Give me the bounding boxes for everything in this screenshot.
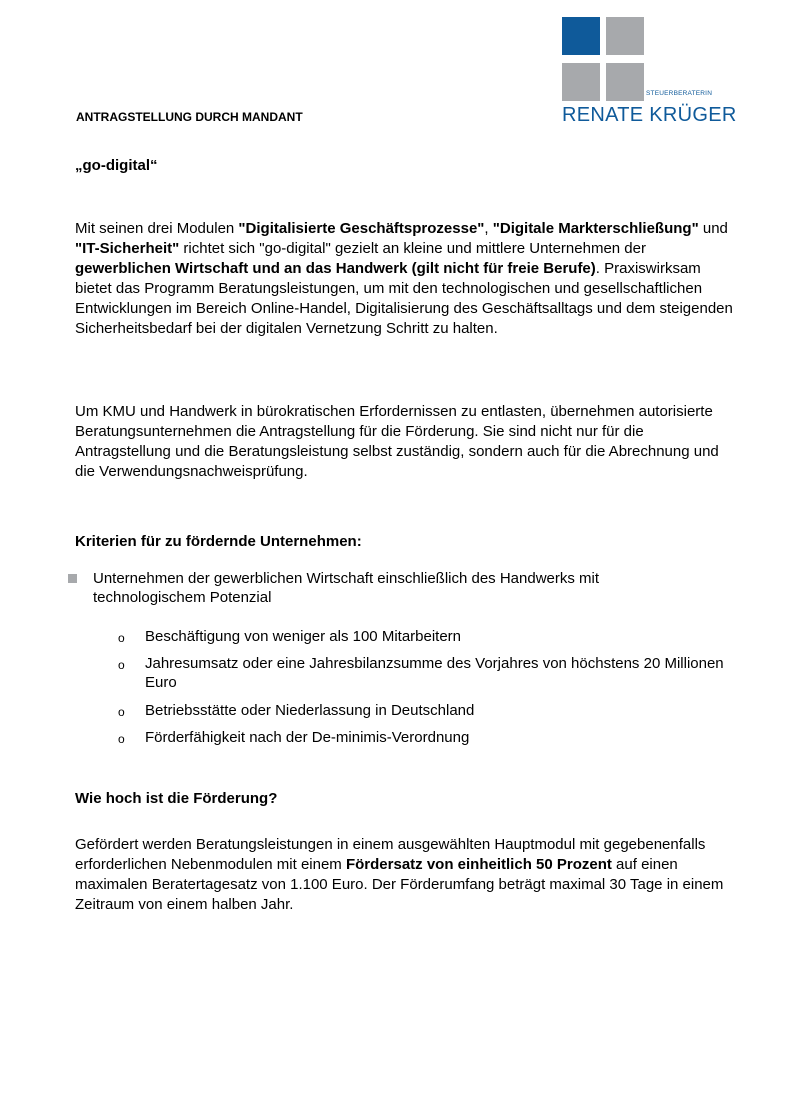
criteria-sub-item-text: Förderfähigkeit nach der De-minimis-Verordnung: [145, 729, 470, 746]
circle-bullet-icon: o: [118, 705, 125, 719]
logo-square-blue: [562, 17, 600, 55]
criteria-main-item: Unternehmen der gewerblichen Wirtschaft einschließlich des Handwerks mit technologischem Potenzial: [93, 570, 600, 606]
logo-square-gray: [606, 17, 644, 55]
intro-bold-target: gewerblichen Wirtschaft und an das Handwerk (gilt nicht für freie Berufe): [75, 260, 596, 277]
funding-paragraph: [75, 835, 735, 915]
program-subtitle: „go-digital“: [75, 157, 158, 174]
logo-subtitle: STEUERBERATERIN: [646, 90, 713, 97]
kmu-paragraph: Um KMU und Handwerk in bürokratischen Erfordernissen zu entlasten, übernehmen autorisierte Beratungsunternehmen die Antragstellung für die Förderung. Sie sind nicht nur für die Antragstellung und die Beratungsleistung selbst zuständig, sondern auch für die Abrechnung und die Verwendungsnachweisprüfung.: [75, 403, 719, 480]
criteria-heading: Kriterien für zu fördernde Unternehmen:: [75, 533, 362, 550]
funding-text: Gefördert werden Beratungsleistungen in einem ausgewählten Hauptmodul mit gegebenenfalls erforderlichen Nebenmodulen mit einem: [75, 836, 706, 873]
funding-bold-rate: Fördersatz von einheitlich 50 Prozent: [345, 856, 612, 873]
intro-bold-module-3: "IT-Sicherheit": [75, 240, 180, 257]
circle-bullet-icon: o: [118, 732, 125, 746]
circle-bullet-icon: o: [118, 658, 125, 672]
circle-bullet-icon: o: [118, 631, 125, 645]
intro-text: ,: [484, 220, 493, 237]
funding-text: auf einen maximalen Beratertagesatz von 1.100 Euro. Der Förderumfang beträgt maximal 30 Tage in einem Zeitraum von einem halben Jahr.: [75, 856, 724, 913]
criteria-sub-item-text: Betriebsstätte oder Niederlassung in Deutschland: [145, 702, 475, 719]
intro-text: Mit seinen drei Modulen: [75, 220, 239, 237]
logo-name: RENATE KRÜGER: [562, 104, 737, 126]
intro-text: richtet sich "go-digital" gezielt an kleine und mittlere Unternehmen der: [179, 240, 646, 257]
square-bullet-icon: [68, 574, 77, 583]
criteria-sub-item-text: Jahresumsatz oder eine Jahresbilanzsumme des Vorjahres von höchstens 20 Millionen Euro: [145, 655, 724, 691]
intro-paragraph: [75, 219, 735, 339]
logo-square-gray: [562, 63, 600, 101]
intro-bold-module-2: "Digitale Markterschließung": [492, 220, 699, 237]
funding-heading: Wie hoch ist die Förderung?: [75, 790, 278, 807]
logo-square-gray: [606, 63, 644, 101]
intro-bold-module-1: "Digitalisierte Geschäftsprozesse": [238, 220, 485, 237]
document-title: ANTRAGSTELLUNG DURCH MANDANT: [76, 110, 303, 124]
intro-text: . Praxiswirksam bietet das Programm Beratungsleistungen, um mit den technologischen und gesellschaftlichen Entwicklungen im Bereich Online-Handel, Digitalisierung des Geschäftsalltags und dem steigenden Sicherheitsbedarf bei der digitalen Vernetzung Schritt zu halten.: [75, 260, 733, 337]
criteria-sub-item-text: Beschäftigung von weniger als 100 Mitarbeitern: [145, 628, 462, 645]
intro-text: und: [698, 220, 728, 237]
